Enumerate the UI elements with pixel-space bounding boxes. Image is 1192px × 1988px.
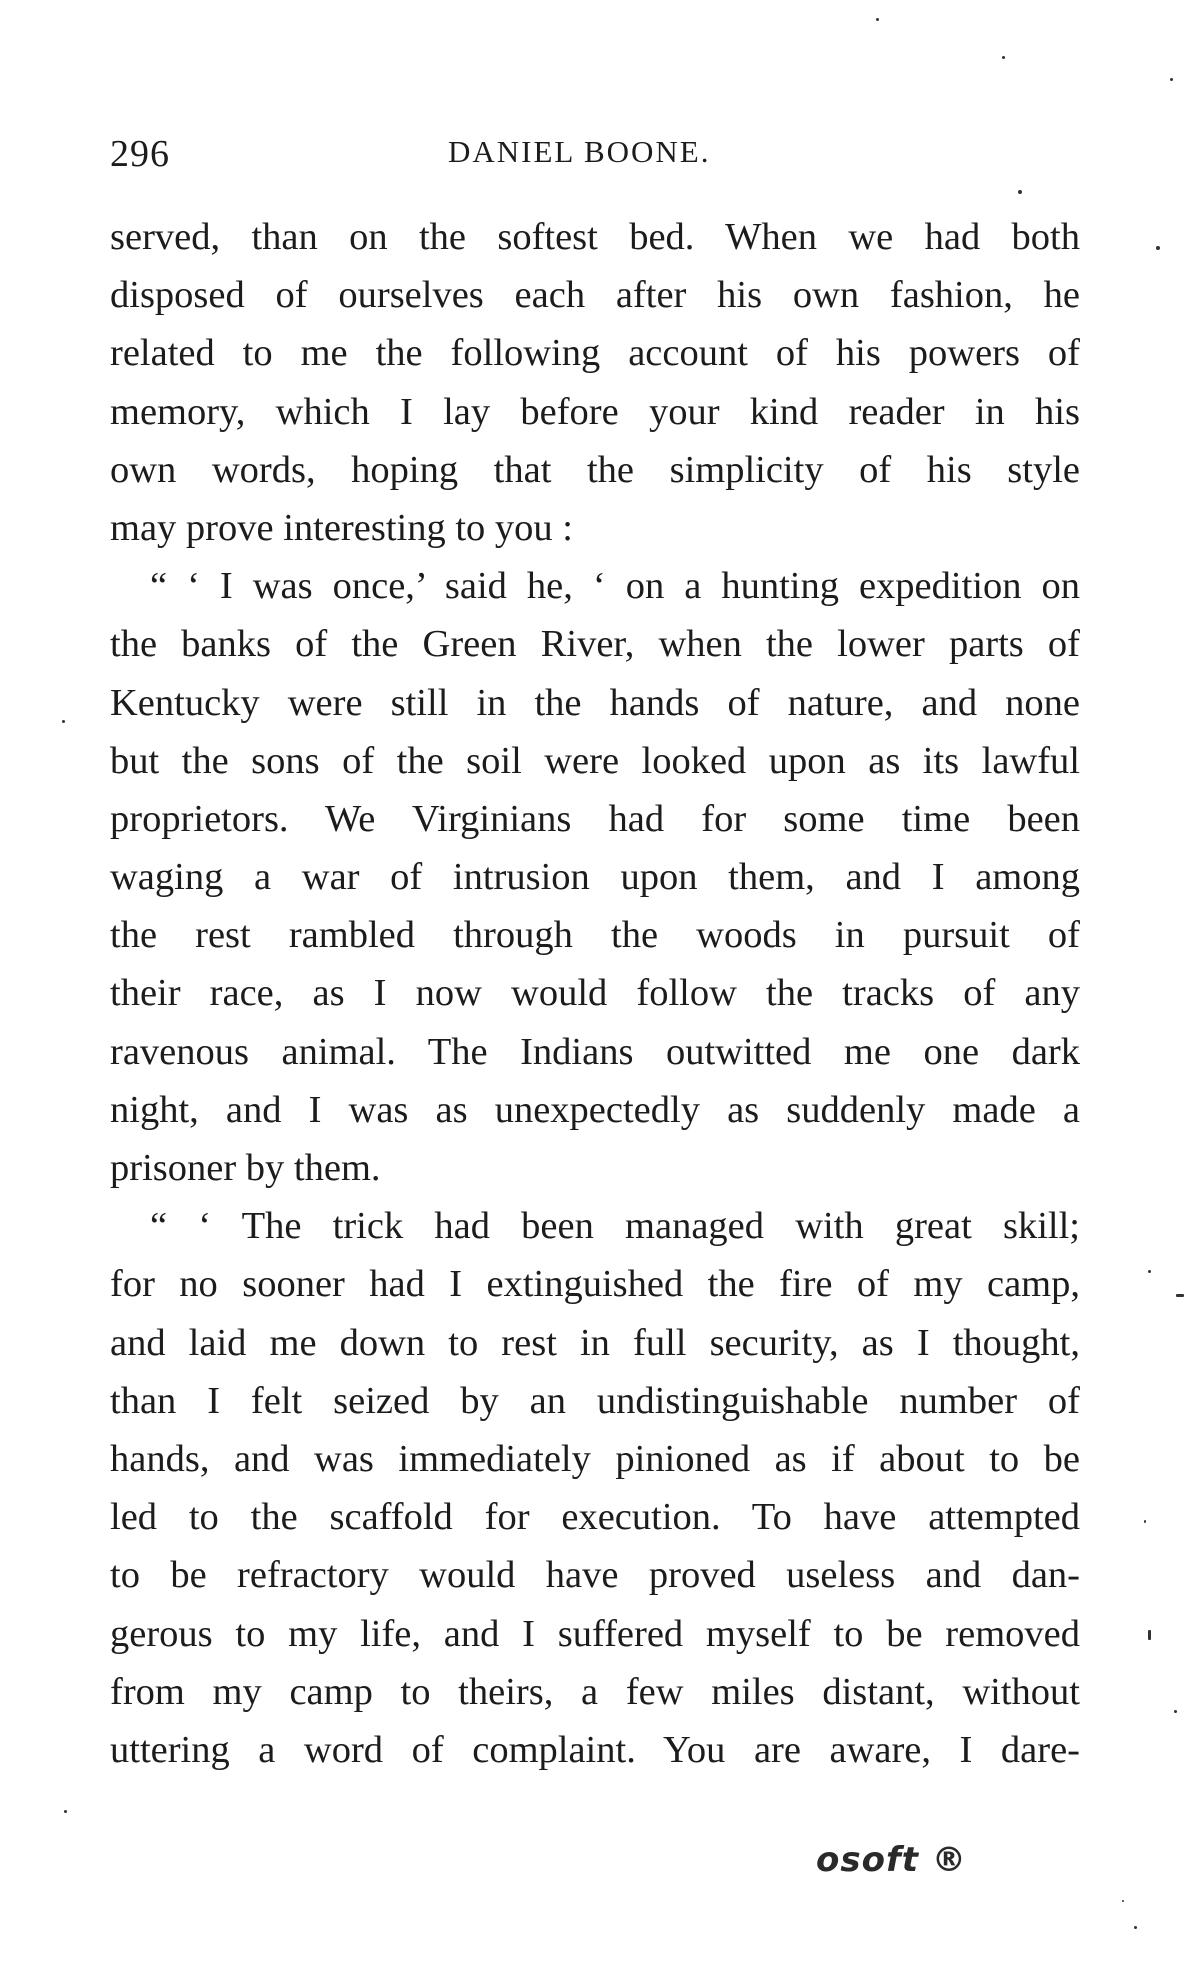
text-line: disposed of ourselves each after his own fashion, he [110, 274, 1080, 317]
page-number: 296 [110, 133, 170, 175]
scan-speck [1148, 1630, 1151, 1640]
text-line: related to me the following account of his powers of [110, 332, 1080, 375]
text-line: but the sons of the soil were looked upon as its lawful [110, 739, 1080, 782]
scan-speck [62, 720, 65, 723]
text-line: their race, as I now would follow the tracks of any [110, 972, 1080, 1015]
scan-speck [1176, 1294, 1184, 1297]
scan-speck [876, 18, 879, 21]
text-line: night, and I was as unexpectedly as suddenly made a [110, 1088, 1080, 1131]
scan-speck [1148, 1270, 1151, 1273]
text-line: “ ‘ I was once,’ said he, ‘ on a hunting expedition on [150, 565, 1080, 608]
text-line: uttering a word of complaint. You are aware, I dare- [110, 1728, 1080, 1771]
text-line: ravenous animal. The Indians outwitted me one dark [110, 1030, 1080, 1073]
text-line: prisoner by them. [110, 1147, 381, 1189]
running-title: DANIEL BOONE. [448, 134, 711, 169]
text-line: hands, and was immediately pinioned as if about to be [110, 1437, 1080, 1480]
scan-speck [1134, 1926, 1137, 1929]
text-line: than I felt seized by an undistinguishable number of [110, 1379, 1080, 1422]
scan-speck [1174, 1710, 1177, 1713]
scan-speck [1170, 78, 1173, 81]
scan-speck [64, 1810, 67, 1813]
scan-speck [1002, 56, 1005, 59]
text-line: waging a war of intrusion upon them, and I among [110, 856, 1080, 899]
text-line: may prove interesting to you : [110, 506, 573, 549]
text-line: for no sooner had I extinguished the fire of my camp, [110, 1263, 1080, 1306]
running-head [110, 132, 1080, 182]
text-line: “ ‘ The trick had been managed with great skill; [150, 1205, 1080, 1248]
text-line: the banks of the Green River, when the lower parts of [110, 623, 1080, 666]
body-text [110, 208, 1080, 1779]
text-line: proprietors. We Virginians had for some time been [110, 797, 1080, 840]
scan-speck [1018, 190, 1022, 194]
scan-speck [1122, 1900, 1124, 1902]
scanner-watermark: osoft ® [816, 1840, 967, 1880]
text-line: from my camp to theirs, a few miles distant, without [110, 1670, 1080, 1713]
scan-speck [1144, 1520, 1146, 1523]
text-line: gerous to my life, and I suffered myself to be removed [110, 1612, 1080, 1655]
text-line: and laid me down to rest in full security, as I thought, [110, 1321, 1080, 1364]
text-line: Kentucky were still in the hands of nature, and none [110, 681, 1080, 724]
text-line: led to the scaffold for execution. To have attempted [110, 1496, 1080, 1539]
text-line: memory, which I lay before your kind reader in his [110, 390, 1080, 433]
scan-speck [1156, 246, 1160, 250]
text-line: to be refractory would have proved useless and dan- [110, 1554, 1080, 1597]
text-line: the rest rambled through the woods in pursuit of [110, 914, 1080, 957]
text-line: served, than on the softest bed. When we had both [110, 216, 1080, 258]
text-line: own words, hoping that the simplicity of his style [110, 448, 1080, 491]
